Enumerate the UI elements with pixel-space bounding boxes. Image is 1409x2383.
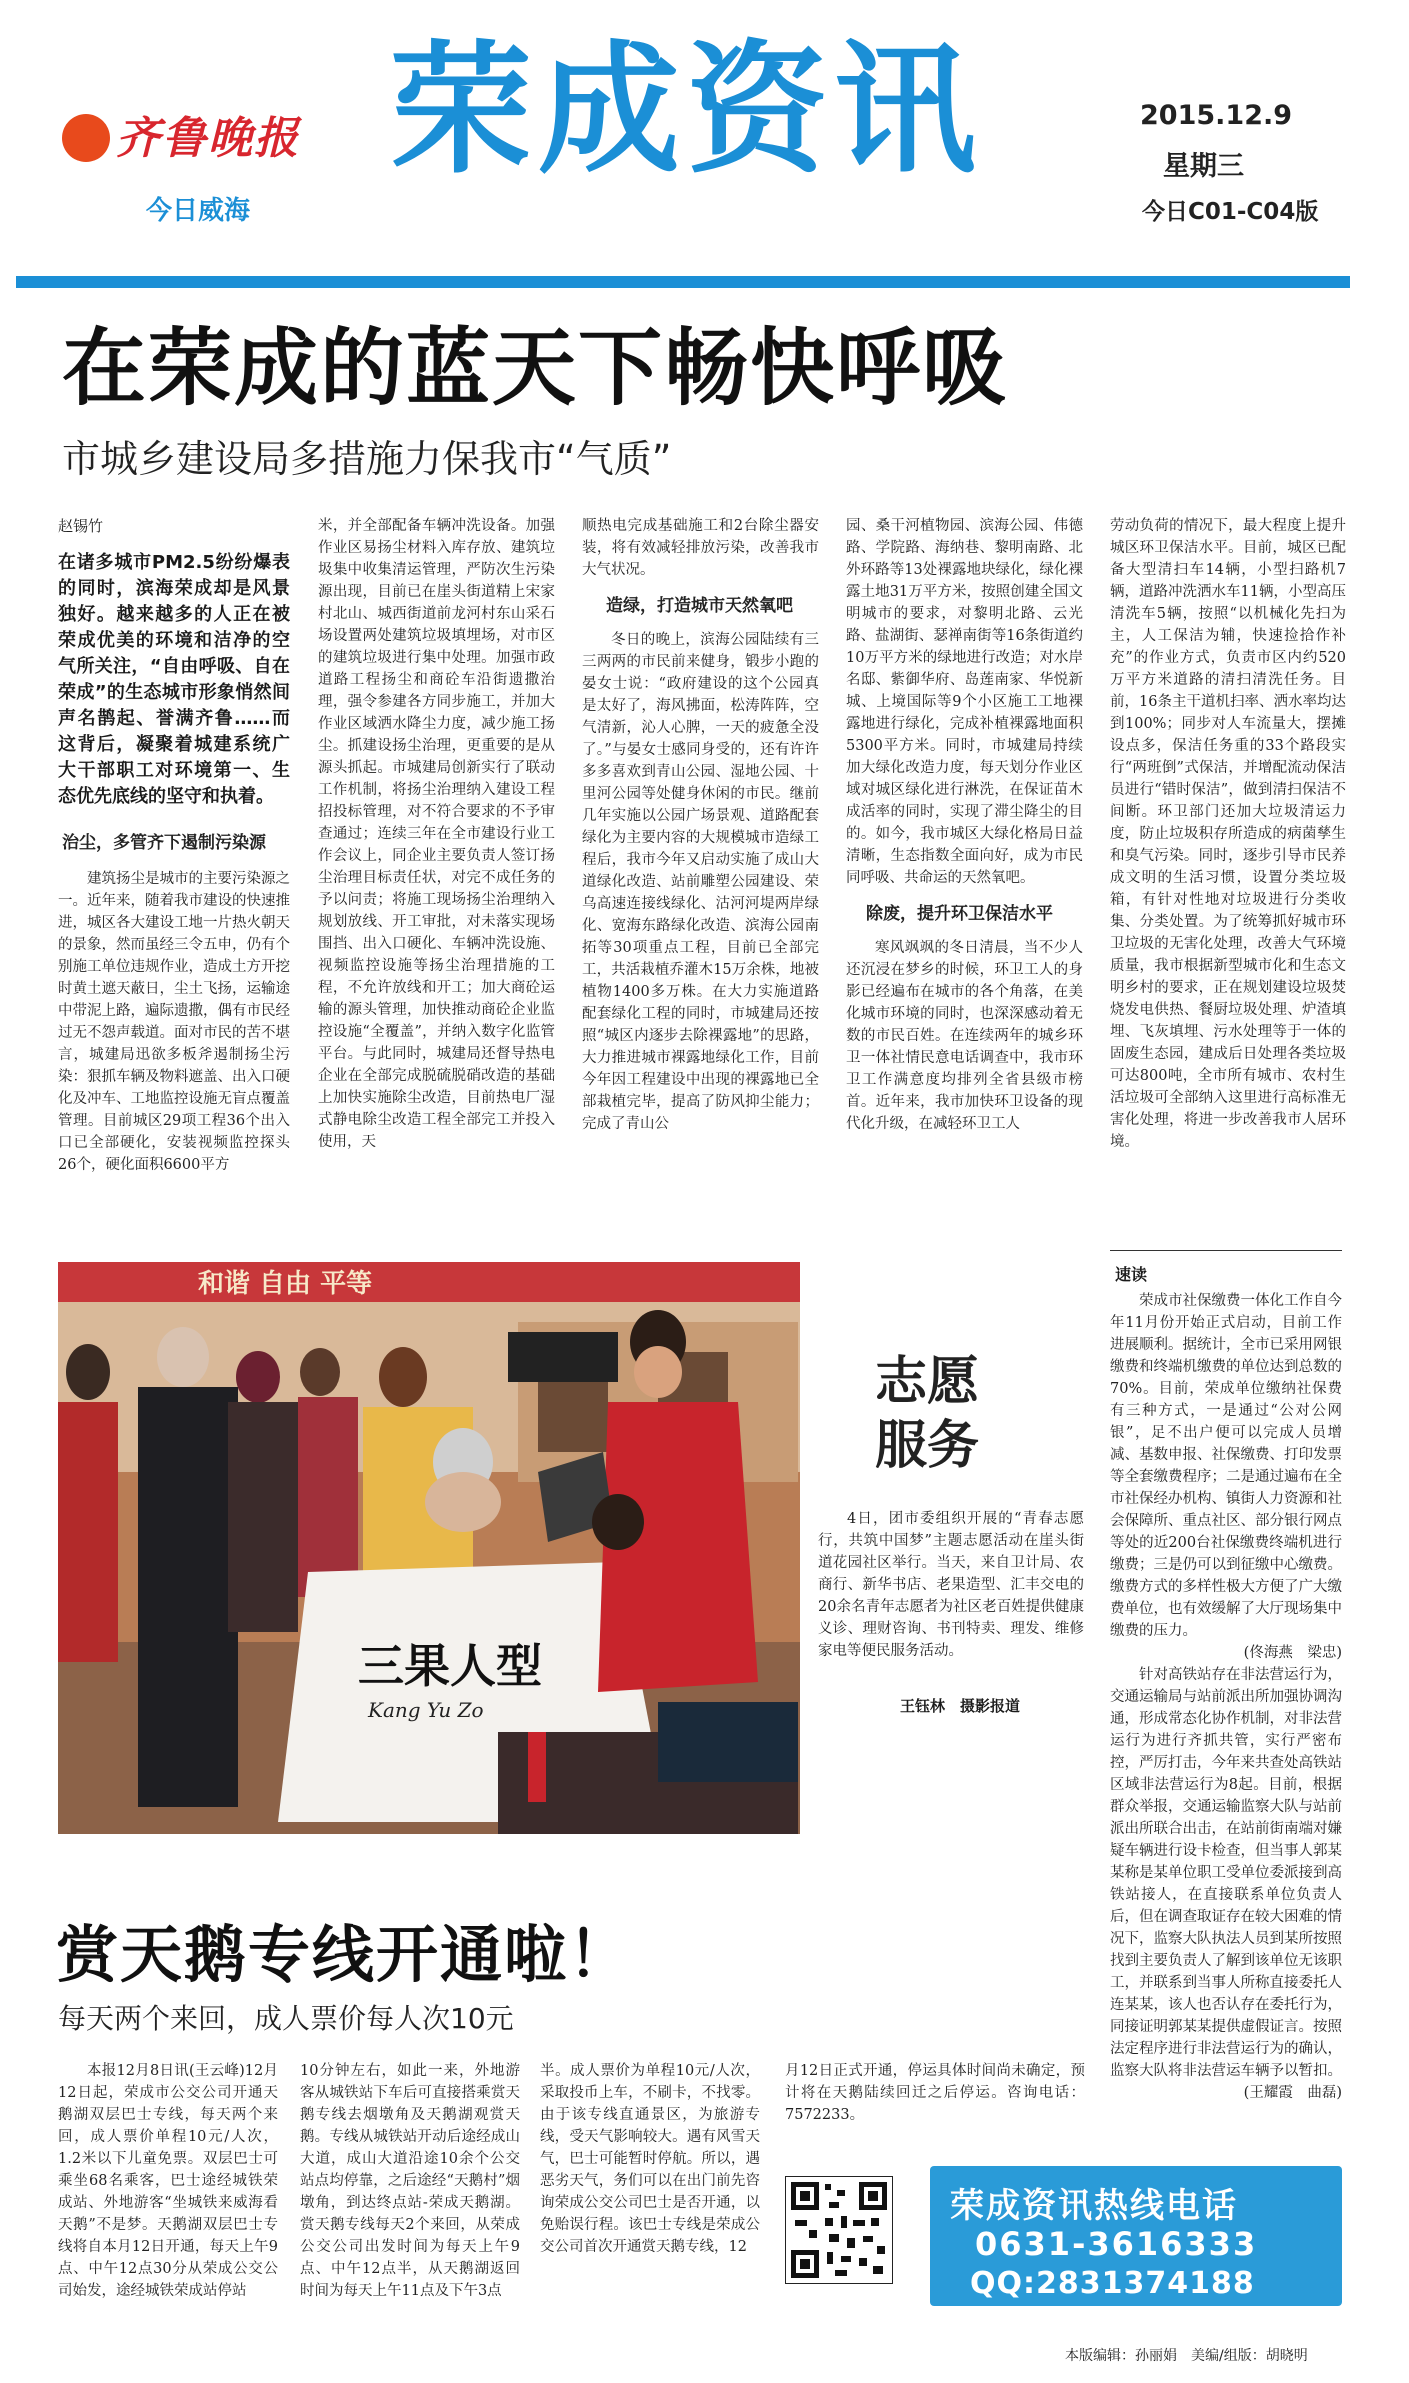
masthead-divider — [16, 276, 1350, 288]
main-col2 — [318, 515, 555, 1245]
main-col5-text: 劳动负荷的情况下，最大程度上提升城区环卫保洁水平。目前，城区已配备大型清扫车14辆，小型扫路机7辆，道路冲洗洒水车11辆，小型高压清洗车5辆，按照“以机械化先扫为主，人工保洁为辅，快速捡拾作补充”的作业方式，负责市区内约520万平方米道路的清扫清洗任务。目前，16条主干道机扫率、洒水率均达到100%；同步对人车流量大，摆摊设点多，保洁任务重的33个路段实行“两班倒”式保洁，并增配流动保洁员进行“错时保洁”，做到清扫保洁不间断。环卫部门还加大垃圾清运力度，防止垃圾积存所造成的病菌孳生和臭气污染。同时，逐步引导市民养成文明的生活习惯，设置分类垃圾箱，有针对性地对垃圾进行分类收集、分类处置。为了统筹抓好城市环卫垃圾的无害化处理，改善大气环境质量，我市根据新型城市化和生态文明乡村的要求，正在规划建设垃圾焚烧发电供热、餐厨垃圾处理、炉渣填埋、飞灰填埋、污水处理等于一体的固废生态园，建成后日处理各类垃圾可达800吨，全市所有城市、农村生活垃圾可全部纳入这里进行高标准无害化处理，将进一步改善我市人居环境。 — [1110, 518, 1346, 1150]
main-col3a-text: 顺热电完成基础施工和2台除尘器安装，将有效减轻排放污染，改善我市大气状况。 — [582, 518, 819, 578]
side-story-body: 4日，团市委组织开展的“青春志愿行，共筑中国梦”主题志愿活动在崖头街道花园社区举行。当天，来自卫计局、农商行、新华书店、老果造型、汇丰交电的20余名青年志愿者为社区老百姓提供健康义诊、理财咨询、书刊特卖、理发、维修家电等便民服务活动。 — [818, 1511, 1084, 1659]
briefs-rule — [1110, 1250, 1342, 1251]
main-col4a-text: 园、桑干河植物园、滨海公园、伟德路、学院路、海纳巷、黎明南路、北外环路等13处裸露地块绿化，绿化裸露土地31万平方米，按照创建全国文明城市的要求，对黎明北路、云光路、盐湖街、瑟禅南街等16条街道约10万平方米的绿地进行改造；对水岸名邸、紫御华府、岛莲南家、华悦新城、上境国际等9个小区施工工地裸露地进行绿化，完成补植裸露地面积5300平方米。同时，市城建局持续加大绿化改造力度，每天划分作业区域对城区绿化进行淋洗，在保证苗木成活率的同时，实现了滞尘降尘的目的。如今，我市城区大绿化格局日益清晰，生态指数全面向好，成为市民同呼吸、共命运的天然氧吧。 — [846, 518, 1083, 886]
second-headline: 赏天鹅专线开通啦！ — [56, 1918, 633, 1991]
second-col4-text: 月12日正式开通，停运具体时间尚未确定，预计将在天鹅陆续回迁之后停运。咨询电话：7572233。 — [785, 2063, 1085, 2123]
subhead-green: 造绿，打造城市天然氧吧 — [606, 596, 793, 616]
main-col5 — [1110, 515, 1346, 1215]
qr-code — [785, 2176, 893, 2284]
main-col4 — [846, 515, 1083, 1245]
second-col3-text: 半。成人票价为单程10元/人次，采取投币上车，不刷卡，不找零。由于该专线直通景区，为旅游专线，受天气影响较大。遇有风雪天气，巴士可能暂时停航。所以，遇恶劣天气，务们可以在出门前先咨询荣成公交公司巴士是否开通，以免贻误行程。该巴士专线是荣成公交公司首次开通赏天鹅专线，12 — [540, 2063, 760, 2255]
main-col3b-text: 冬日的晚上，滨海公园陆续有三三两两的市民前来健身，锻步小跑的晏女士说：“政府建设的这个公园真是太好了，海风拂面，松涛阵阵，空气清新，沁人心脾，一天的疲惫全没了。”与晏女士感同身受的，还有许许多多喜欢到青山公园、湿地公园、十里河公园等处健身休闲的市民。继前几年实施以公园广场景观、道路配套绿化为主要内容的大规模城市造绿工程后，我市今年又启动实施了成山大道绿化改造、站前雕塑公园建设、荣乌高速连接线绿化、沽河河堤两岸绿化、宽海东路绿化改造、滨海公园南拓等30项重点工程，目前已全部完工，共活栽植乔灌木15万余株，地被植物1400多万株。在大力实施道路配套绿化工程的同时，市城建局还按照“城区内逐步去除裸露地”的思路，大力推进城市裸露地绿化工作，目前今年因工程建设中出现的裸露地已全部栽植完毕，提高了防风抑尘能力；完成了青山公 — [582, 632, 819, 1132]
second-col1-text: 本报12月8日讯(王云峰)12月12日起，荣成市公交公司开通天鹅湖双层巴士专线，每天两个来回，成人票价单程10元/人次，1.2米以下儿童免票。双层巴士可乘坐68名乘客，巴士途经城铁荣成站、外地游客“坐城铁来威海看天鹅”不是梦。天鹅湖双层巴士专线将自本月12日开通，每天上午9点、中午12点30分从荣成公交公司始发，途经城铁荣成站停站 — [58, 2063, 278, 2299]
main-col3 — [582, 515, 819, 1245]
main-headline: 在荣成的蓝天下畅快呼吸 — [62, 319, 1009, 417]
main-col2-text: 米，并全部配备车辆冲洗设备。加强作业区易扬尘材料入库存放、建筑垃圾集中收集清运管理，严防次生污染源出现，目前已在崖头街道精上宋家村北山、城西街道前龙河村东山采石场设置两处建筑垃圾填埋场，对市区的建筑垃圾进行集中处理。加强市政道路工程扬尘和商砼车沿街遗撒治理，强令参建各方同步施工，并加大作业区域洒水降尘力度，减少施工扬尘。抓建设扬尘治理，更重要的是从源头抓起。市城建局创新实行了联动工作机制，将扬尘治理纳入建设工程招投标管理，对不符合要求的不予审查通过；连续三年在全市建设行业工作会议上，同企业主要负责人签订扬尘治理目标责任状，对完不成任务的予以问责；将施工现场扬尘治理纳入规划放线、开工审批，对未落实现场围挡、出入口硬化、车辆冲洗设施、视频监控设施等扬尘治理措施的工程，不允许放线和开工；加大商砼运输的源头管理，加快推动商砼企业监控设施“全覆盖”，并纳入数字化监管平台。与此同时，城建局还督导热电企业在全部完成脱硫脱硝改造的基础上加快实施除尘改造，目前热电厂湿式静电除尘改造工程全部完工并投入使用，天 — [318, 518, 555, 1150]
main-col1 — [58, 868, 290, 1246]
side-story-credit: 王钰林 摄影报道 — [900, 1697, 1021, 1715]
photo-cape-subtext: Kang Yu Zo — [368, 1698, 484, 1722]
main-byline: 赵锡竹 — [58, 517, 104, 535]
volunteer-photo-image — [58, 1262, 800, 1834]
issue-date: 2015.12.9 — [1140, 100, 1293, 131]
qr-code-icon — [785, 2176, 893, 2284]
brief-item2: 针对高铁站存在非法营运行为，交通运输局与站前派出所加强协调沟通，形成常态化协作机制，对非法营运行为进行齐抓共管，实行严密布控，严厉打击，今年来共查处高铁站区域非法营运行为8起。目前，根据群众举报，交通运输监察大队与站前派出所联合出击，在站前街南端对嫌疑车辆进行设卡检查，但当事人郭某某称是某单位职工受单位委派接到高铁站接人，在直接联系单位负责人后，但在调查取证存在较大困难的情况下，监察大队执法人员到某所按照找到主要负责人了解到该单位无该职工，并联系到当事人所称直接委托人连某某，该人也否认存在委托行为，同接证明郭某某提供虚假证言。按照法定程序进行非法营运行为的确认，监察大队将非法营运车辆予以暂扣。 — [1110, 1667, 1342, 2079]
photo-banner-text: 和谐 自由 平等 — [198, 1269, 373, 1299]
main-lead: 在诸多城市PM2.5纷纷爆表的同时，滨海荣成却是风景独好。越来越多的人正在被荣成优美的环境和洁净的空气所关注，“自由呼吸、自在荣成”的生态城市形象悄然间声名鹊起、誉满齐鲁……而这背后，凝聚着城建系统广大干部职工对环境第一、生态优先底线的坚守和执着。 — [58, 552, 290, 807]
main-col4b-text: 寒风飒飒的冬日清晨，当不少人还沉浸在梦乡的时候，环卫工人的身影已经遍布在城市的各个角落，在美化城市环境的同时，也深深感动着无数的市民百姓。在连续两年的城乡环卫一体社情民意电话调查中，我市环卫工作满意度均排列全省县级市榜首。近年来，我市加快环卫设备的现代化升级，在减轻环卫工人 — [846, 940, 1083, 1132]
brief-item1: 荣成市社保缴费一体化工作自今年11月份开始正式启动，目前工作进展顺利。据统计，全市已采用网银缴费和终端机缴费的单位达到总数的70%。目前，荣成单位缴纳社保费有三种方式，一是通过“公对公网银”，足不出户便可以完成人员增减、基数申报、社保缴费、打印发票等全套缴费程序；二是通过遍布在全市社保经办机构、镇街人力资源和社会保障所、重点社区、部分银行网点等处的近200台社保缴费终端机进行缴费；三是仍可以到征缴中心缴费。缴费方式的多样性极大方便了广大缴费单位，也有效缓解了大厅现场集中缴费的压力。 — [1110, 1293, 1342, 1639]
second-subheadline: 每天两个来回，成人票价每人次10元 — [58, 2002, 514, 2035]
section-label: 今日威海 — [146, 196, 251, 226]
main-col1-text: 建筑扬尘是城市的主要污染源之一。近年来，随着我市建设的快速推进，城区各大建设工地一片热火朝天的景象，然而虽经三令五申，仍有个别施工单位违规作业，造成土方开挖时黄土遮天蔽日，尘土飞扬，运输途中带泥上路，遍际遗撒，偶有市民经过无不怨声载道。面对市民的苦不堪言，城建局迅欲多板斧遏制扬尘污染：狠抓车辆及物料遮盖、出入口硬化及冲车、工地监控设施无盲点覆盖管理。目前城区29项工程36个出入口已全部硬化，安装视频监控探头26个，硬化面积6600平方 — [58, 871, 290, 1173]
photo-cape-text: 三果人型 — [358, 1639, 542, 1693]
second-col4 — [785, 2060, 1085, 2160]
second-col2-text: 10分钟左右，如此一来，外地游客从城铁站下车后可直接搭乘赏天鹅专线去烟墩角及天鹅湖观赏天鹅。专线从城铁站开动后途经成山大道，成山大道沿途10余个公交站点均停靠，之后途经“天鹅村”烟墩角，到达终点站-荣成天鹅湖。赏天鹅专线每天2个来回，从荣成公交公司出发时间为每天上午9点、中午12点半，从天鹅湖返回时间为每天上午11点及下午3点 — [300, 2063, 520, 2299]
main-subheadline: 市城乡建设局多措施力保我市“气质” — [62, 437, 672, 481]
briefs-column — [1110, 1290, 1342, 2180]
page-footer: 本版编辑：孙丽娟 美编/组版：胡晓明 — [1065, 2348, 1308, 2364]
second-col1 — [58, 2060, 278, 2310]
volunteer-photo — [58, 1262, 800, 1834]
hotline-title: 荣成资讯热线电话 — [950, 2186, 1238, 2226]
hotline-qq: QQ:2831374188 — [970, 2266, 1255, 2301]
paper-logo — [62, 102, 300, 166]
side-title-line2: 服务 — [875, 1416, 980, 1476]
brief-item2-credit: (王耀霞 曲磊) — [1243, 2085, 1342, 2101]
briefs-tag: 速读 — [1115, 1265, 1148, 1284]
brief-item1-credit: (佟海燕 梁忠) — [1243, 1645, 1342, 1661]
hotline-phone: 0631-3616333 — [975, 2225, 1258, 2263]
second-col3 — [540, 2060, 760, 2310]
side-story-title — [875, 1350, 979, 1478]
subhead-sanitation: 除废，提升环卫保洁水平 — [866, 904, 1053, 924]
side-title-line1: 志愿 — [875, 1352, 980, 1412]
issue-weekday: 星期三 — [1163, 151, 1244, 182]
paper-name: 齐鲁晚报 — [116, 113, 300, 164]
second-col2 — [300, 2060, 520, 2310]
masthead-title: 荣成资讯 — [390, 28, 982, 193]
subhead-dust: 治尘，多管齐下遏制污染源 — [62, 833, 266, 853]
issue-edition: 今日C01-C04版 — [1142, 199, 1319, 225]
paper-logo-icon — [62, 114, 110, 162]
